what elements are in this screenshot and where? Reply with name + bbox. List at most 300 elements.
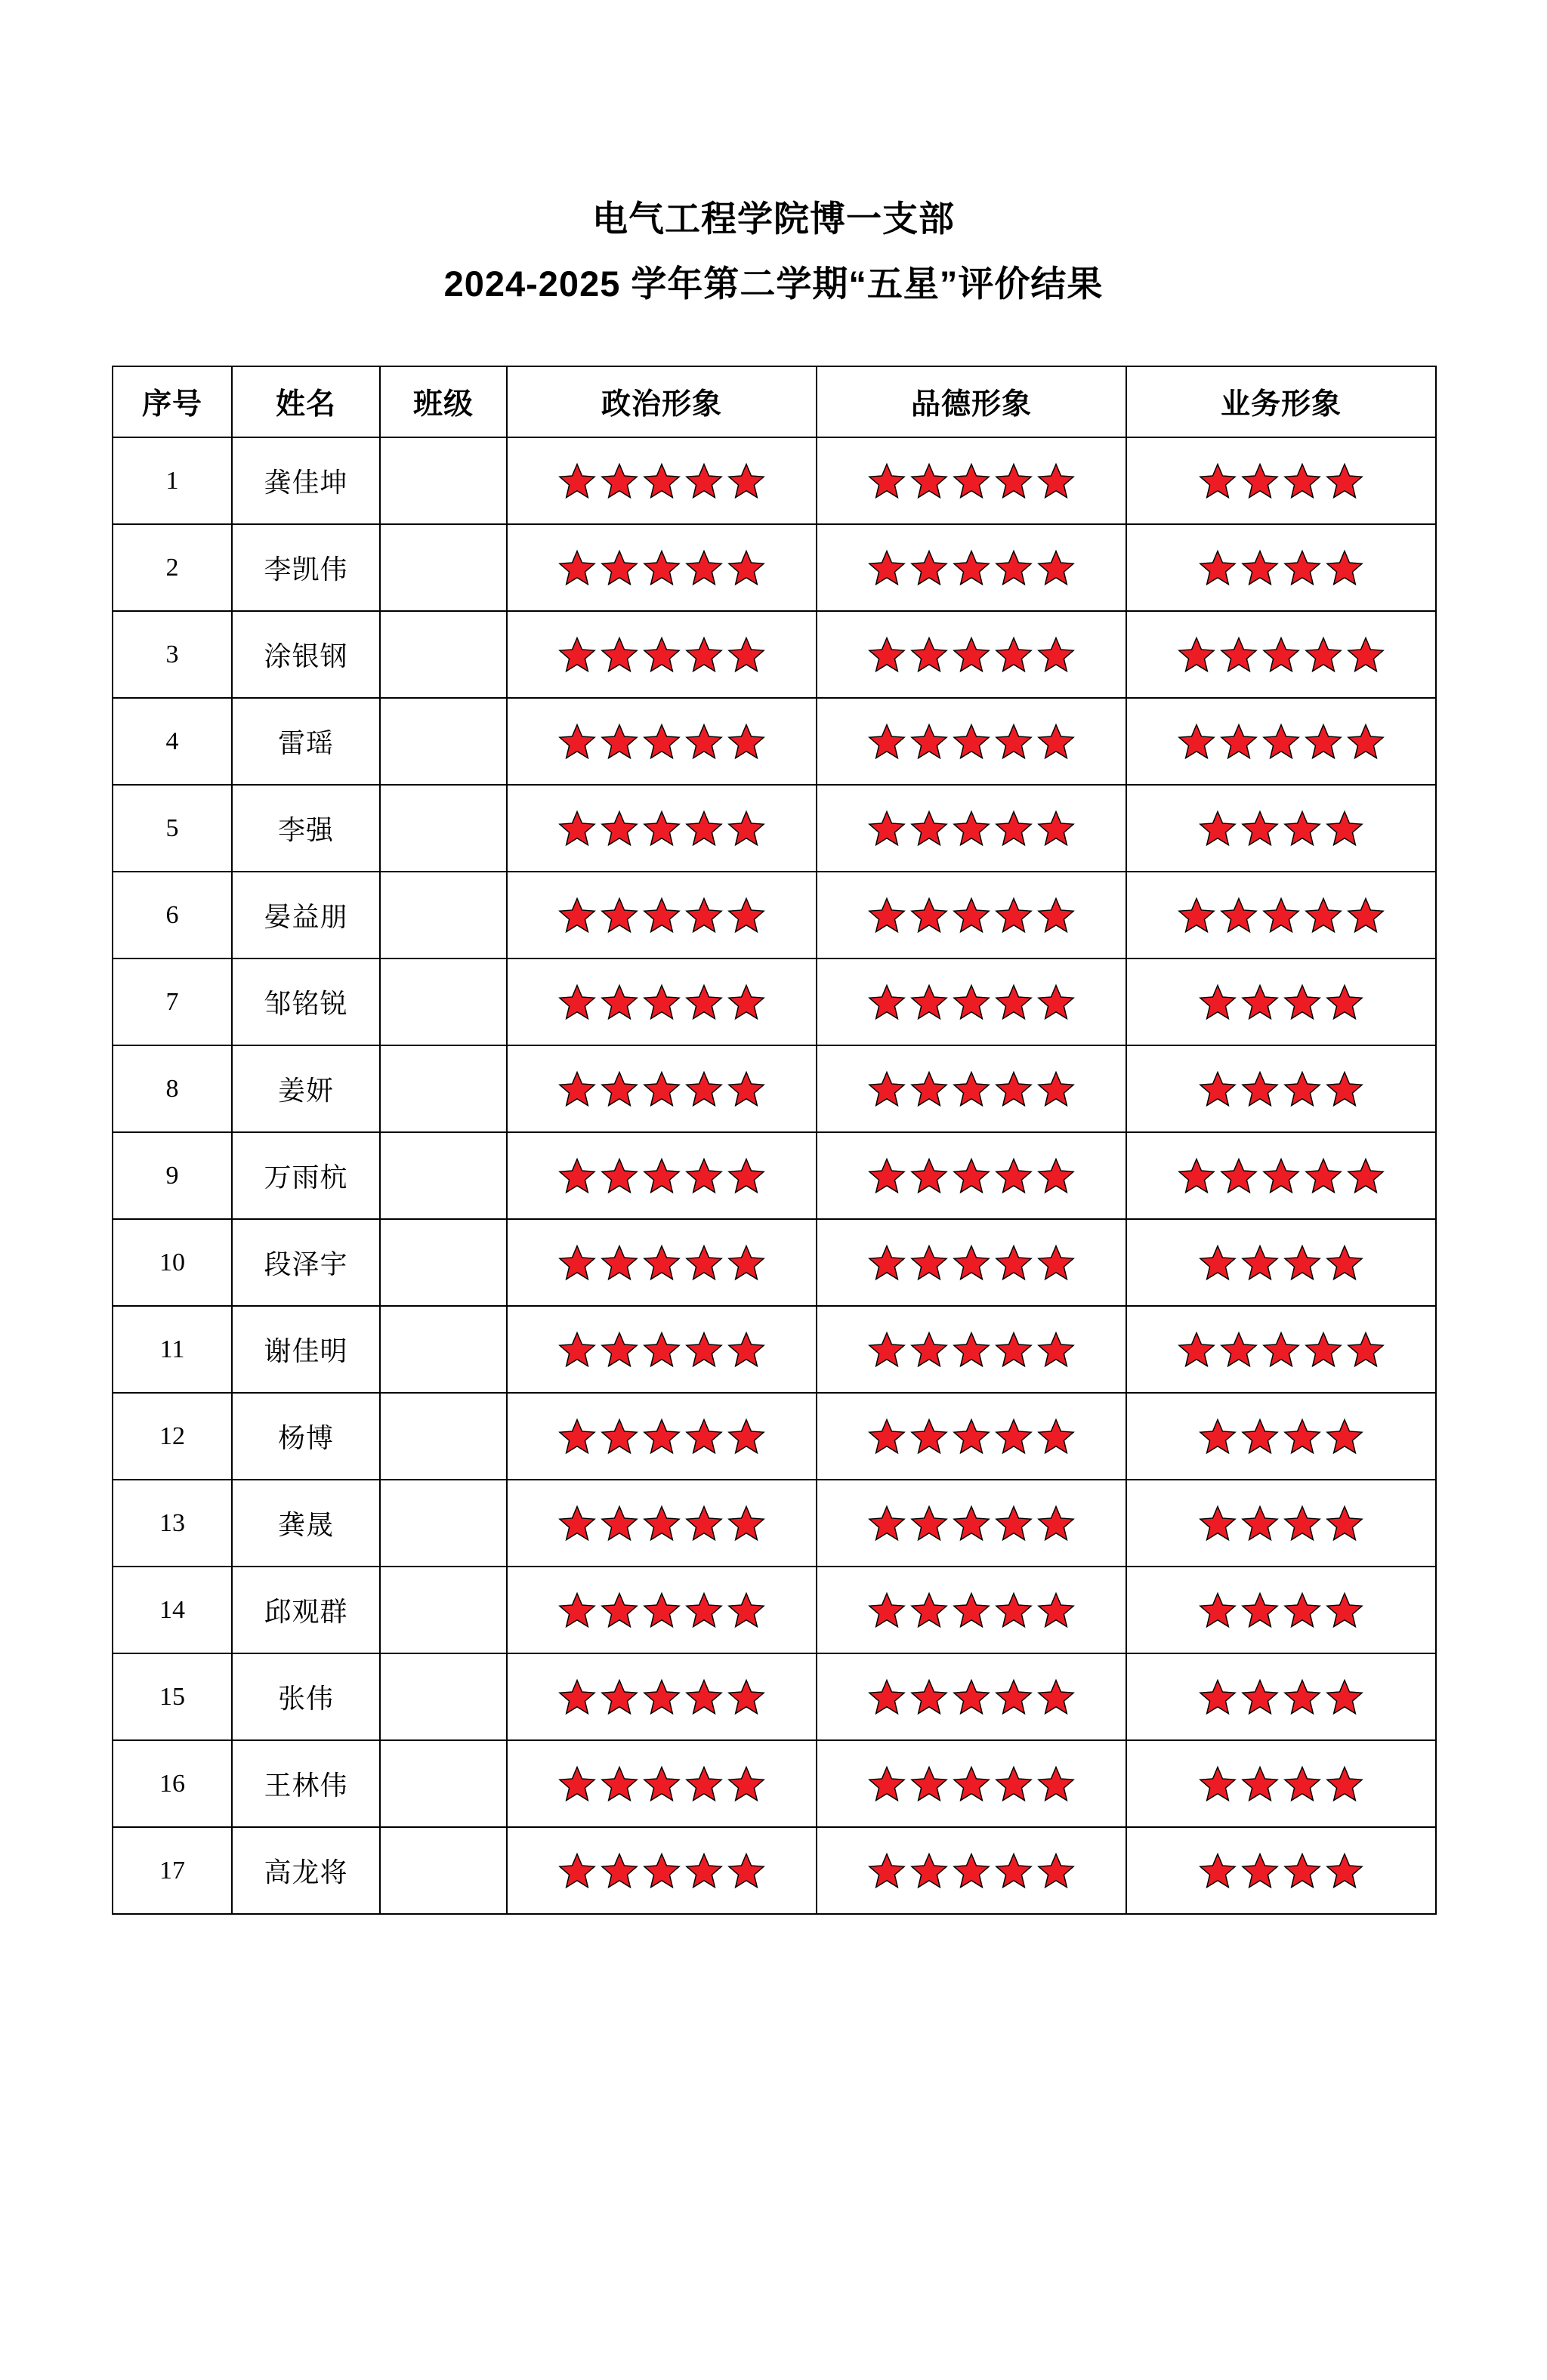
star-rating	[817, 1567, 1126, 1653]
star-icon	[643, 1591, 681, 1629]
cell-moral-stars	[817, 1480, 1126, 1567]
star-icon	[1241, 983, 1279, 1021]
cell-political-stars	[507, 785, 817, 872]
star-icon	[558, 549, 596, 587]
star-icon	[1283, 1418, 1321, 1455]
star-icon	[1305, 723, 1342, 761]
star-icon	[601, 810, 638, 847]
cell-political-stars	[507, 1219, 817, 1306]
star-icon	[1178, 1157, 1215, 1195]
cell-professional-stars	[1126, 1306, 1436, 1393]
star-rating	[508, 1394, 816, 1479]
cell-political-stars	[507, 1480, 817, 1567]
cell-index: 12	[113, 1393, 232, 1480]
cell-name: 邹铭锐	[232, 958, 380, 1045]
cell-name: 万雨杭	[232, 1132, 380, 1219]
star-icon	[1347, 1331, 1385, 1369]
cell-moral-stars	[817, 1653, 1126, 1740]
star-icon	[685, 723, 723, 761]
cell-political-stars	[507, 611, 817, 698]
cell-professional-stars	[1126, 437, 1436, 524]
star-icon	[995, 897, 1033, 934]
star-icon	[1283, 1765, 1321, 1803]
star-rating	[508, 1133, 816, 1218]
star-icon	[1037, 723, 1075, 761]
star-rating	[1127, 1133, 1435, 1218]
star-icon	[868, 462, 906, 500]
star-icon	[1178, 723, 1215, 761]
star-icon	[685, 897, 723, 934]
cell-name: 段泽宇	[232, 1219, 380, 1306]
star-icon	[1326, 1765, 1363, 1803]
star-icon	[1199, 810, 1237, 847]
star-icon	[1220, 897, 1258, 934]
star-icon	[868, 1070, 906, 1108]
cell-moral-stars	[817, 1827, 1126, 1914]
star-icon	[1037, 983, 1075, 1021]
star-icon	[601, 1852, 638, 1890]
table-body	[113, 437, 1436, 1914]
star-rating	[508, 959, 816, 1045]
cell-professional-stars	[1126, 785, 1436, 872]
cell-index: 3	[113, 611, 232, 698]
cell-professional-stars	[1126, 611, 1436, 698]
star-icon	[1326, 1852, 1363, 1890]
star-icon	[727, 810, 765, 847]
star-icon	[953, 1157, 990, 1195]
star-icon	[1241, 1591, 1279, 1629]
cell-class	[380, 437, 507, 524]
star-rating	[817, 872, 1126, 958]
star-rating	[1127, 1307, 1435, 1392]
page-title: 电气工程学院博一支部	[592, 199, 955, 239]
cell-name: 龚晟	[232, 1480, 380, 1567]
star-rating	[1127, 1046, 1435, 1131]
star-icon	[727, 983, 765, 1021]
star-icon	[685, 983, 723, 1021]
star-icon	[910, 1765, 948, 1803]
star-icon	[1037, 1070, 1075, 1108]
cell-class	[380, 1306, 507, 1393]
star-rating	[508, 612, 816, 697]
star-icon	[953, 723, 990, 761]
star-rating	[1127, 525, 1435, 610]
star-icon	[995, 1852, 1033, 1890]
star-rating	[508, 1046, 816, 1131]
star-icon	[910, 549, 948, 587]
star-icon	[643, 897, 681, 934]
star-icon	[1199, 1244, 1237, 1282]
cell-professional-stars	[1126, 1653, 1436, 1740]
star-icon	[1283, 1852, 1321, 1890]
table-row	[113, 1393, 1436, 1480]
cell-name: 王林伟	[232, 1740, 380, 1827]
cell-class	[380, 1480, 507, 1567]
star-rating	[817, 1046, 1126, 1131]
cell-political-stars	[507, 1132, 817, 1219]
star-icon	[558, 1591, 596, 1629]
star-icon	[1220, 636, 1258, 674]
star-rating	[817, 1480, 1126, 1566]
star-icon	[727, 1852, 765, 1890]
star-icon	[868, 1244, 906, 1282]
star-icon	[685, 1157, 723, 1195]
star-icon	[1262, 1331, 1300, 1369]
star-rating	[817, 438, 1126, 523]
star-icon	[995, 1157, 1033, 1195]
star-icon	[1241, 462, 1279, 500]
cell-professional-stars	[1126, 1567, 1436, 1653]
star-icon	[953, 1418, 990, 1455]
star-icon	[1199, 1852, 1237, 1890]
star-icon	[1347, 1157, 1385, 1195]
cell-political-stars	[507, 698, 817, 785]
star-icon	[995, 1765, 1033, 1803]
star-icon	[601, 1505, 638, 1542]
table-row	[113, 698, 1436, 785]
cell-name: 张伟	[232, 1653, 380, 1740]
column-header-class: 班级	[380, 366, 507, 437]
star-rating	[508, 872, 816, 958]
star-icon	[995, 1070, 1033, 1108]
star-icon	[953, 1678, 990, 1716]
cell-political-stars	[507, 1045, 817, 1132]
star-icon	[643, 1418, 681, 1455]
star-icon	[685, 1852, 723, 1890]
star-rating	[1127, 612, 1435, 697]
star-icon	[558, 1157, 596, 1195]
star-rating	[508, 1828, 816, 1913]
table-row	[113, 1480, 1436, 1567]
cell-name: 雷瑶	[232, 698, 380, 785]
cell-professional-stars	[1126, 1045, 1436, 1132]
star-rating	[1127, 786, 1435, 871]
star-icon	[1262, 636, 1300, 674]
cell-political-stars	[507, 1567, 817, 1653]
star-icon	[953, 549, 990, 587]
star-rating	[508, 699, 816, 784]
cell-name: 谢佳明	[232, 1306, 380, 1393]
star-icon	[953, 1591, 990, 1629]
cell-class	[380, 524, 507, 611]
star-icon	[1241, 1505, 1279, 1542]
star-rating	[508, 525, 816, 610]
star-icon	[1283, 1070, 1321, 1108]
star-icon	[558, 810, 596, 847]
star-icon	[1199, 1678, 1237, 1716]
star-icon	[1283, 1678, 1321, 1716]
cell-moral-stars	[817, 1740, 1126, 1827]
star-rating	[817, 525, 1126, 610]
cell-professional-stars	[1126, 1132, 1436, 1219]
star-icon	[1241, 1244, 1279, 1282]
star-icon	[558, 1244, 596, 1282]
star-icon	[1305, 636, 1342, 674]
cell-political-stars	[507, 437, 817, 524]
star-icon	[685, 1591, 723, 1629]
cell-professional-stars	[1126, 1827, 1436, 1914]
star-icon	[685, 1331, 723, 1369]
cell-name: 晏益朋	[232, 872, 380, 958]
star-icon	[1199, 983, 1237, 1021]
star-icon	[727, 549, 765, 587]
star-icon	[868, 1505, 906, 1542]
star-icon	[643, 1678, 681, 1716]
cell-moral-stars	[817, 785, 1126, 872]
document-title-block	[0, 193, 1547, 310]
table-row	[113, 1132, 1436, 1219]
star-icon	[727, 1591, 765, 1629]
star-icon	[953, 462, 990, 500]
star-rating	[817, 1133, 1126, 1218]
page-subtitle: 2024-2025 学年第二学期“五星”评价结果	[443, 263, 1104, 304]
star-icon	[1283, 549, 1321, 587]
star-icon	[601, 1070, 638, 1108]
cell-professional-stars	[1126, 698, 1436, 785]
star-icon	[685, 462, 723, 500]
cell-index: 2	[113, 524, 232, 611]
star-icon	[1199, 462, 1237, 500]
star-rating	[817, 1654, 1126, 1739]
cell-moral-stars	[817, 1219, 1126, 1306]
star-icon	[868, 1331, 906, 1369]
star-rating	[1127, 438, 1435, 523]
table-row	[113, 1306, 1436, 1393]
star-icon	[1347, 897, 1385, 934]
star-icon	[601, 1765, 638, 1803]
rating-table-container	[112, 366, 1435, 1915]
star-icon	[558, 1505, 596, 1542]
cell-name: 高龙将	[232, 1827, 380, 1914]
star-icon	[727, 1678, 765, 1716]
star-icon	[727, 723, 765, 761]
star-icon	[1037, 462, 1075, 500]
star-icon	[1241, 1852, 1279, 1890]
cell-class	[380, 1393, 507, 1480]
star-icon	[685, 1678, 723, 1716]
star-icon	[953, 897, 990, 934]
star-icon	[1220, 1157, 1258, 1195]
star-icon	[1241, 549, 1279, 587]
star-icon	[953, 810, 990, 847]
star-icon	[558, 1765, 596, 1803]
star-icon	[558, 1331, 596, 1369]
column-header-index: 序号	[113, 366, 232, 437]
star-icon	[558, 462, 596, 500]
cell-class	[380, 611, 507, 698]
star-icon	[1326, 983, 1363, 1021]
star-icon	[910, 723, 948, 761]
star-icon	[1283, 1244, 1321, 1282]
table-row	[113, 958, 1436, 1045]
star-icon	[995, 549, 1033, 587]
table-row	[113, 1219, 1436, 1306]
star-rating	[508, 1567, 816, 1653]
cell-political-stars	[507, 1740, 817, 1827]
star-icon	[910, 1070, 948, 1108]
table-row	[113, 1827, 1436, 1914]
star-rating	[508, 1307, 816, 1392]
star-icon	[910, 897, 948, 934]
star-icon	[910, 636, 948, 674]
cell-index: 4	[113, 698, 232, 785]
star-icon	[601, 1157, 638, 1195]
star-icon	[1283, 462, 1321, 500]
star-rating	[1127, 1394, 1435, 1479]
star-icon	[953, 636, 990, 674]
star-icon	[1326, 810, 1363, 847]
star-icon	[1037, 1678, 1075, 1716]
star-icon	[1037, 1157, 1075, 1195]
cell-political-stars	[507, 1393, 817, 1480]
star-icon	[558, 723, 596, 761]
star-icon	[1283, 983, 1321, 1021]
cell-name: 涂银钢	[232, 611, 380, 698]
cell-name: 龚佳坤	[232, 437, 380, 524]
table-row	[113, 1740, 1436, 1827]
star-icon	[685, 1070, 723, 1108]
cell-professional-stars	[1126, 1219, 1436, 1306]
table-row	[113, 785, 1436, 872]
star-icon	[953, 1244, 990, 1282]
star-icon	[601, 723, 638, 761]
star-icon	[1326, 1678, 1363, 1716]
star-icon	[995, 1331, 1033, 1369]
star-icon	[643, 1157, 681, 1195]
star-rating	[508, 1480, 816, 1566]
cell-index: 1	[113, 437, 232, 524]
star-icon	[601, 462, 638, 500]
star-icon	[1241, 1678, 1279, 1716]
star-icon	[558, 1678, 596, 1716]
star-icon	[643, 1765, 681, 1803]
cell-professional-stars	[1126, 958, 1436, 1045]
star-rating	[817, 1394, 1126, 1479]
star-icon	[1326, 1418, 1363, 1455]
star-icon	[1347, 636, 1385, 674]
star-icon	[1178, 897, 1215, 934]
star-icon	[1037, 549, 1075, 587]
star-icon	[1199, 1591, 1237, 1629]
star-rating	[508, 786, 816, 871]
cell-index: 8	[113, 1045, 232, 1132]
star-rating	[1127, 1480, 1435, 1566]
star-icon	[1305, 897, 1342, 934]
cell-index: 5	[113, 785, 232, 872]
star-rating	[817, 959, 1126, 1045]
star-icon	[643, 462, 681, 500]
star-icon	[601, 983, 638, 1021]
star-icon	[1241, 1070, 1279, 1108]
cell-class	[380, 1219, 507, 1306]
star-rating	[817, 1307, 1126, 1392]
column-header-political: 政治形象	[507, 366, 817, 437]
star-icon	[643, 636, 681, 674]
star-icon	[643, 1244, 681, 1282]
star-icon	[1199, 1418, 1237, 1455]
star-icon	[868, 1852, 906, 1890]
star-icon	[1178, 636, 1215, 674]
star-icon	[643, 1852, 681, 1890]
star-icon	[601, 549, 638, 587]
star-icon	[601, 1244, 638, 1282]
star-icon	[643, 1331, 681, 1369]
star-icon	[558, 1852, 596, 1890]
table-row	[113, 1653, 1436, 1740]
star-icon	[995, 462, 1033, 500]
star-icon	[1305, 1331, 1342, 1369]
star-icon	[1037, 810, 1075, 847]
star-icon	[995, 983, 1033, 1021]
star-icon	[727, 1331, 765, 1369]
star-icon	[910, 1591, 948, 1629]
cell-name: 姜妍	[232, 1045, 380, 1132]
star-icon	[685, 1505, 723, 1542]
star-icon	[910, 1678, 948, 1716]
table-row	[113, 872, 1436, 958]
star-rating	[817, 1220, 1126, 1305]
star-icon	[1199, 549, 1237, 587]
star-icon	[685, 1765, 723, 1803]
star-rating	[1127, 1220, 1435, 1305]
star-rating	[1127, 1741, 1435, 1826]
star-icon	[868, 1157, 906, 1195]
cell-professional-stars	[1126, 524, 1436, 611]
cell-professional-stars	[1126, 1740, 1436, 1827]
cell-index: 17	[113, 1827, 232, 1914]
star-icon	[868, 723, 906, 761]
cell-class	[380, 698, 507, 785]
star-icon	[953, 983, 990, 1021]
star-icon	[1037, 1852, 1075, 1890]
star-icon	[953, 1852, 990, 1890]
cell-class	[380, 1045, 507, 1132]
star-icon	[953, 1765, 990, 1803]
star-icon	[1037, 636, 1075, 674]
star-icon	[727, 1157, 765, 1195]
cell-name: 杨博	[232, 1393, 380, 1480]
cell-class	[380, 958, 507, 1045]
cell-professional-stars	[1126, 872, 1436, 958]
column-header-professional: 业务形象	[1126, 366, 1436, 437]
table-row	[113, 437, 1436, 524]
star-icon	[1262, 723, 1300, 761]
star-icon	[727, 462, 765, 500]
star-icon	[1220, 1331, 1258, 1369]
star-icon	[995, 1505, 1033, 1542]
star-icon	[1283, 1505, 1321, 1542]
star-icon	[910, 1418, 948, 1455]
star-icon	[1241, 1765, 1279, 1803]
star-icon	[1326, 1244, 1363, 1282]
column-header-moral: 品德形象	[817, 366, 1126, 437]
star-icon	[727, 1505, 765, 1542]
star-icon	[601, 1331, 638, 1369]
star-icon	[910, 1157, 948, 1195]
star-icon	[643, 1505, 681, 1542]
star-icon	[1199, 1765, 1237, 1803]
star-icon	[995, 1678, 1033, 1716]
star-icon	[558, 1070, 596, 1108]
star-rating	[508, 438, 816, 523]
star-icon	[685, 810, 723, 847]
star-icon	[953, 1505, 990, 1542]
star-icon	[1037, 1505, 1075, 1542]
table-row	[113, 1045, 1436, 1132]
star-icon	[727, 1070, 765, 1108]
cell-class	[380, 1567, 507, 1653]
star-rating	[817, 1741, 1126, 1826]
